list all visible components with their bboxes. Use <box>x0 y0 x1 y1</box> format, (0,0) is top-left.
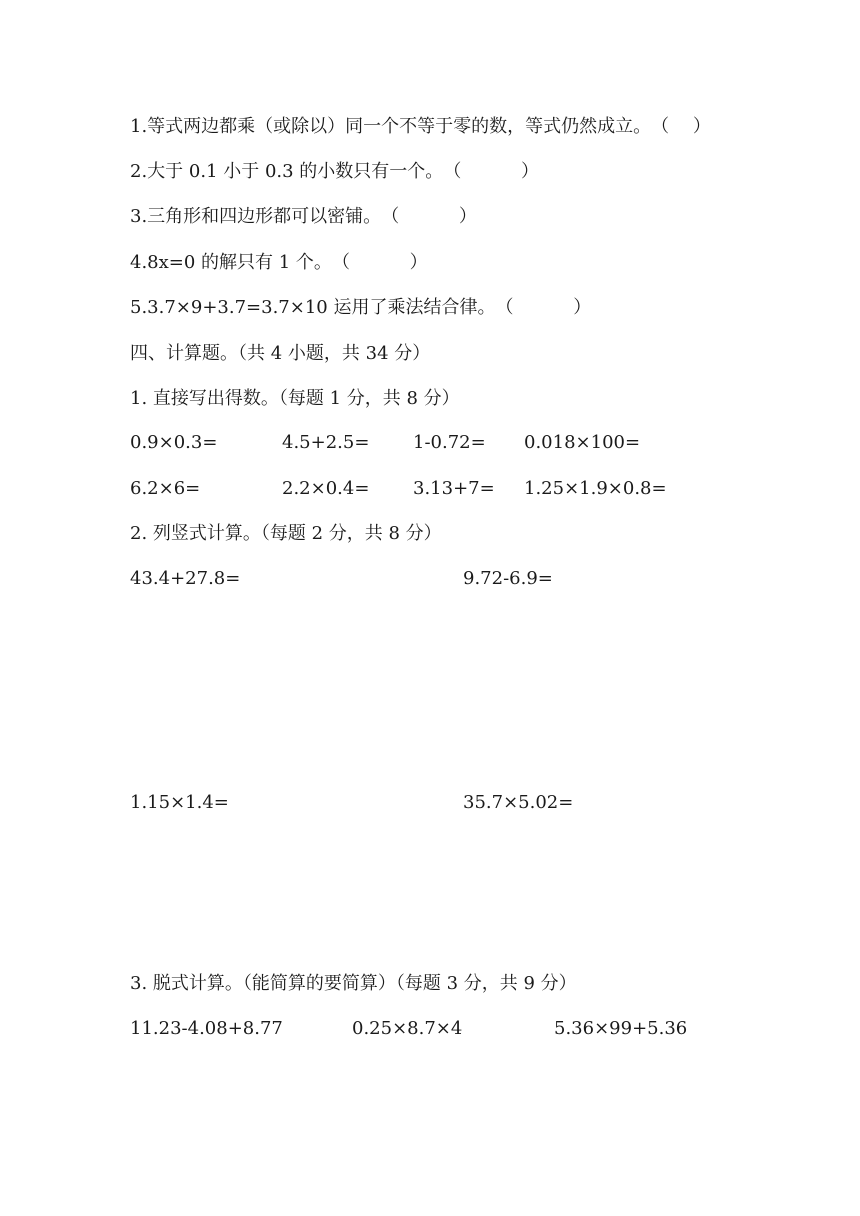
vertical-problem: 1.15×1.4= <box>130 792 229 813</box>
oral-problem: 0.018×100= <box>524 432 641 453</box>
answer-blank[interactable]: （ ） <box>331 252 428 273</box>
stepwise-problem: 5.36×99+5.36 <box>554 1018 688 1039</box>
oral-problem: 1-0.72= <box>413 432 486 453</box>
answer-blank[interactable]: （ ） <box>381 206 477 227</box>
judgement-text: 3.三角形和四边形都可以密铺。 <box>130 206 382 227</box>
answer-blank[interactable]: （ ） <box>495 297 592 318</box>
question-title: 1. 直接写出得数。（每题 1 分，共 8 分） <box>130 388 460 409</box>
question-title: 2. 列竖式计算。（每题 2 分，共 8 分） <box>130 523 442 544</box>
judgement-item-1 <box>130 115 711 139</box>
answer-blank[interactable]: （ ） <box>443 161 540 182</box>
oral-problem: 2.2×0.4= <box>282 478 370 499</box>
vertical-problem: 43.4+27.8= <box>130 568 241 589</box>
answer-blank[interactable]: （ ） <box>651 116 711 137</box>
vertical-problem: 9.72-6.9= <box>463 568 553 589</box>
judgement-text: 1.等式两边都乘（或除以）同一个不等于零的数，等式仍然成立。 <box>130 116 652 137</box>
judgement-item-3 <box>130 205 477 229</box>
judgement-text: 5.3.7×9+3.7=3.7×10 运用了乘法结合律。 <box>130 297 496 318</box>
oral-problem: 3.13+7= <box>413 478 495 499</box>
oral-problem: 0.9×0.3= <box>130 432 218 453</box>
judgement-text: 4.8x=0 的解只有 1 个。 <box>130 252 332 273</box>
oral-problem: 6.2×6= <box>130 478 201 499</box>
oral-problem: 4.5+2.5= <box>282 432 370 453</box>
question-title: 3. 脱式计算。（能简算的要简算）（每题 3 分，共 9 分） <box>130 973 577 994</box>
judgement-item-2 <box>130 160 539 184</box>
stepwise-problem: 11.23-4.08+8.77 <box>130 1018 283 1039</box>
stepwise-problem: 0.25×8.7×4 <box>352 1018 463 1039</box>
judgement-item-5 <box>130 296 591 320</box>
judgement-item-4 <box>130 251 428 275</box>
section-title: 四、计算题。（共 4 小题，共 34 分） <box>130 343 431 364</box>
judgement-text: 2.大于 0.1 小于 0.3 的小数只有一个。 <box>130 161 444 182</box>
oral-problem: 1.25×1.9×0.8= <box>524 478 667 499</box>
vertical-problem: 35.7×5.02= <box>463 792 574 813</box>
